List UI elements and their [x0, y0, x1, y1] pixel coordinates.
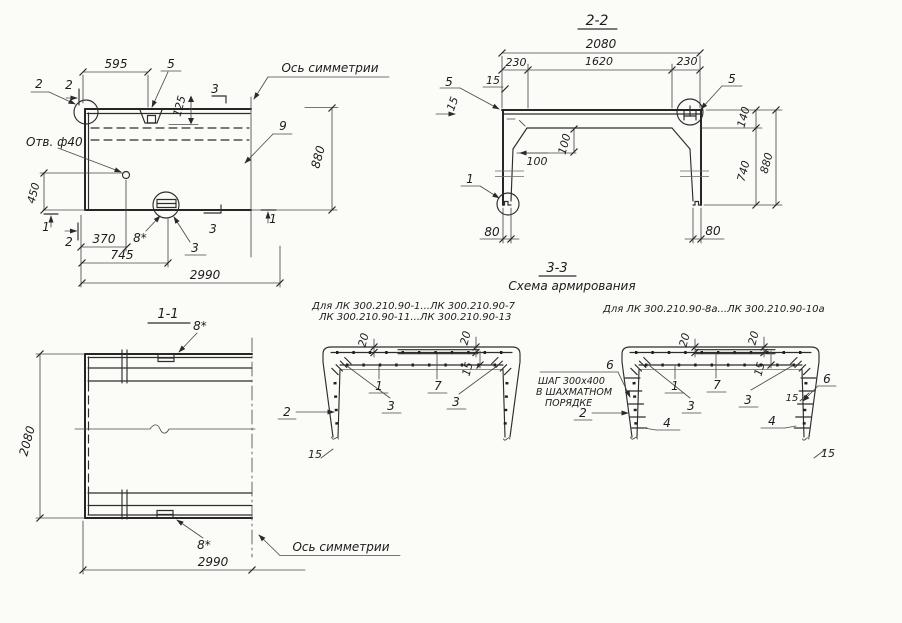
sl-dim-20-left: 20	[355, 331, 372, 349]
s22-dim-100-h: 100	[526, 155, 548, 168]
sr-item-4-left: 4	[663, 416, 671, 430]
s22-dim-230-left: 230	[505, 56, 527, 69]
sr-dim-15-mid: 15	[751, 360, 768, 378]
sr-note-line1: ШАГ 300х400	[538, 376, 605, 387]
plan-dim-125: 125	[170, 94, 189, 118]
plan-item-5: 5	[167, 57, 175, 71]
v11-dim-2080: 2080	[16, 424, 38, 458]
plan-item-8: 8*	[133, 231, 147, 245]
s22-dim-100-v: 100	[555, 132, 574, 156]
plan-cut-1-right: 1	[269, 212, 277, 226]
sl-item-3-left: 3	[387, 399, 395, 413]
plan-view	[25, 57, 389, 287]
sl-dim-15-right: 15	[459, 360, 476, 378]
plan-dim-450: 450	[24, 181, 43, 205]
plan-cut-3-bottom: 3	[209, 222, 217, 236]
sr-dim-15-leg: 15	[785, 393, 799, 404]
plan-cut-1-left: 1	[42, 220, 50, 234]
sl-dim-15-bottom: 15	[308, 448, 322, 461]
s22-item-1: 1	[466, 172, 474, 186]
sl-item-7: 7	[434, 379, 442, 393]
plan-item-9: 9	[279, 119, 287, 133]
plan-dim-745: 745	[110, 248, 134, 262]
sr-dim-20-left: 20	[676, 331, 693, 349]
section-3-3-label: 3-3	[546, 261, 568, 276]
plan-cut-2-top: 2	[65, 78, 73, 92]
caption-right: Для ЛК 300.210.90-8а...ЛК 300.210.90-10а	[603, 304, 825, 315]
reinforcement-header	[311, 261, 825, 323]
v11-axis-label: Ось симметрии	[292, 540, 390, 554]
v11-item-8-top: 8*	[193, 319, 207, 333]
s22-dim-15-top: 15	[486, 74, 500, 87]
section-2-2-title: 2-2	[585, 13, 609, 29]
hole-circle	[123, 172, 130, 179]
sr-item-3-right: 3	[744, 393, 752, 407]
sr-dim-20-right: 20	[745, 329, 762, 347]
s22-dim-80-left: 80	[484, 225, 500, 239]
sr-item-2: 2	[579, 406, 587, 420]
sr-item-4-right: 4	[768, 414, 776, 428]
sr-note-line3: ПОРЯДКЕ	[545, 398, 593, 409]
plan-item-3-leader: 3	[191, 241, 199, 255]
sr-item-6-left: 6	[606, 358, 614, 372]
s22-dim-80-right: 80	[705, 224, 721, 238]
plan-dim-2990: 2990	[189, 268, 221, 282]
reinforcement-scheme-right	[536, 330, 836, 460]
reinforcement-scheme-left	[278, 330, 520, 461]
s22-item-5-right: 5	[728, 72, 736, 86]
s22-dim-15-side: 15	[444, 95, 462, 113]
s22-dim-880: 880	[757, 151, 776, 175]
sr-note-line2: В ШАХМАТНОМ	[536, 387, 613, 398]
sr-item-7: 7	[713, 378, 721, 392]
plan-dim-370: 370	[92, 232, 116, 246]
sr-item-3-left: 3	[687, 399, 695, 413]
v11-dim-2990: 2990	[197, 555, 229, 569]
plan-dim-880: 880	[308, 144, 328, 170]
s22-dim-2080: 2080	[585, 37, 617, 51]
s22-dim-230-right: 230	[676, 55, 698, 68]
sl-item-3-right: 3	[452, 395, 460, 409]
sr-item-6-right: 6	[823, 372, 831, 386]
plan-dim-595: 595	[104, 57, 128, 71]
embed-socket	[140, 110, 162, 123]
s22-dim-740: 740	[734, 159, 753, 183]
s22-item-5-left: 5	[445, 75, 453, 89]
s22-dim-140: 140	[734, 105, 753, 129]
plan-cut-3-top: 3	[211, 82, 219, 96]
sr-dim-15-bottom: 15	[821, 447, 835, 460]
reinforcement-title: Схема армирования	[508, 279, 636, 293]
plan-hole-label: Отв. ф40	[26, 135, 83, 149]
plan-cut-2-bottom: 2	[65, 235, 73, 249]
v11-item-8-bottom: 8*	[197, 538, 211, 552]
sl-item-2: 2	[283, 405, 291, 419]
view-1-1-title: 1-1	[157, 307, 179, 322]
plan-item-2: 2	[35, 77, 43, 91]
sr-item-1: 1	[671, 379, 679, 393]
sl-item-1: 1	[375, 379, 383, 393]
section-2-2	[436, 13, 782, 243]
sl-dim-20-right: 20	[457, 329, 474, 347]
caption-left-line1: Для ЛК 300.210.90-1...ЛК 300.210.90-7	[312, 301, 515, 312]
plan-axis-label: Ось симметрии	[281, 61, 379, 75]
s22-dim-1620: 1620	[585, 55, 613, 68]
caption-left-line2: ЛК 300.210.90-11...ЛК 300.210.90-13	[319, 312, 512, 323]
